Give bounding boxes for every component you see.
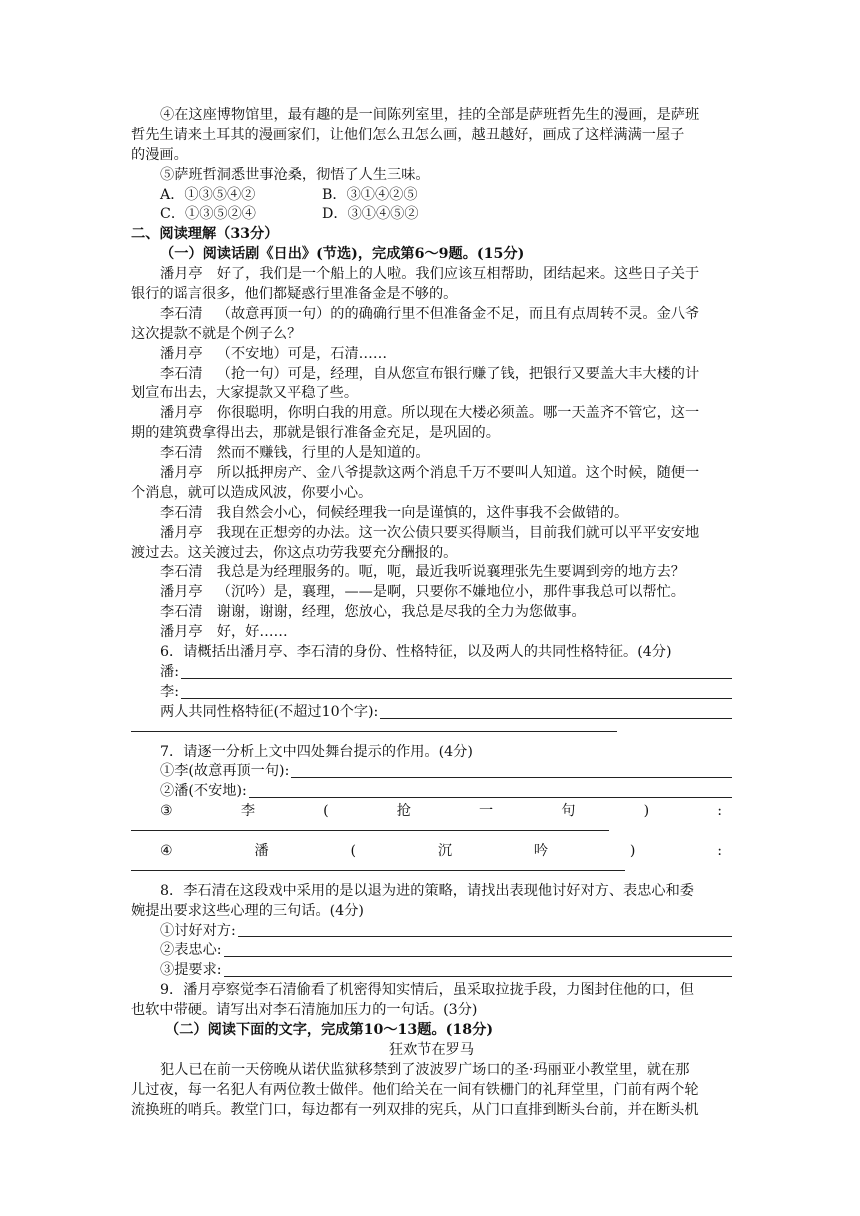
answer-blank[interactable] (181, 678, 732, 679)
dialogue-line (131, 504, 732, 524)
question-7: 7．请逐一分析上文中四处舞台提示的作用。(4分) (160, 743, 473, 760)
speaker-name: 李石清 (160, 445, 203, 462)
char: 抢 (396, 803, 411, 820)
answer-line-7-1 (131, 762, 732, 782)
answer-line-8-2 (131, 941, 732, 961)
option-c: C．①③⑤②④ (160, 206, 256, 223)
dialogue-text: 个消息，就可以造成风波，你要小心。 (131, 484, 373, 501)
answer-blank[interactable] (131, 731, 617, 732)
dialogue-text: 渡过去。这关渡过去，你这点功劳我要充分酬报的。 (131, 544, 458, 561)
answer-line-continuation (131, 822, 732, 842)
answer-line-continuation (131, 723, 732, 743)
option-b: B．③①④②⑤ (322, 186, 418, 203)
dialogue-line (131, 563, 732, 583)
dialogue-text: 这次提款不就是个例子么？ (131, 325, 302, 342)
answer-line-pan (131, 663, 732, 683)
answer-line-8-1 (131, 922, 732, 942)
answer-label: ②潘(不安地): (160, 783, 247, 800)
part-title: （二）阅读下面的文字，完成第10～13题。(18分) (165, 1021, 494, 1038)
speaker-name: 李石清 (160, 365, 203, 382)
dialogue-line (131, 384, 732, 404)
dialogue-text: 我自然会小心，伺候经理我一向是谨慎的，这件事我不会做错的。 (216, 504, 629, 521)
dialogue-text: 我现在正想旁的办法。这一次公债只要买得顺当，目前我们就可以平平安安地 (216, 524, 700, 541)
answer-label: 潘: (160, 663, 179, 680)
dialogue-text: 好了，我们是一个船上的人啦。我们应该互相帮助，团结起来。这些日子关于 (216, 266, 700, 283)
dialogue-line (131, 464, 732, 484)
option-row (131, 186, 732, 206)
answer-label: ③提要求: (160, 962, 222, 979)
answer-label: ②表忠心: (160, 942, 222, 959)
speaker-name: 潘月亭 (160, 584, 203, 601)
dialogue-text: 我总是为经理服务的。呃，呃，最近我听说襄理张先生要调到旁的地方去？ (216, 564, 685, 581)
dialogue-line (131, 444, 732, 464)
char: 沉 (437, 842, 453, 859)
answer-blank[interactable] (224, 976, 732, 977)
dialogue-line (131, 404, 732, 424)
char: 李 (240, 803, 256, 820)
text-line: 的漫画。 (131, 146, 188, 163)
document-body (131, 106, 732, 1120)
dialogue-text: （抢一句）可是，经理，自从您宣布银行赚了钱，把银行又要盖大丰大楼的计 (216, 365, 700, 382)
char: ( (350, 842, 357, 859)
dialogue-line (131, 285, 732, 305)
answer-blank[interactable] (238, 936, 732, 937)
question-9-cont: 也软中带硬。请写出对李石清施加压力的一句话。(3分) (131, 1002, 478, 1019)
char: : (717, 803, 722, 820)
question-8: 8．李石清在这段戏中采用的是以退为进的策略，请找出表现他讨好对方、表忠心和委 (160, 882, 694, 899)
char: ③ (160, 803, 173, 820)
text-line: ⑤萨班哲洞悉世事沧桑，彻悟了人生三味。 (160, 166, 430, 183)
dialogue-text: 你很聪明，你明白我的用意。所以现在大楼必须盖。哪一天盖齐不管它，这一 (216, 405, 700, 422)
answer-line-7-2 (131, 782, 732, 802)
story-line: 儿过夜，每一名犯人有两位教士做伴。他们给关在一间有铁栅门的礼拜堂里，门前有两个轮 (131, 1081, 699, 1098)
dialogue-text: 好，好…… (216, 624, 288, 641)
dialogue-line (131, 623, 732, 643)
dialogue-text: 划宣布出去，大家提款又平稳了些。 (131, 385, 359, 402)
dialogue-block (131, 265, 732, 643)
dialogue-line (131, 583, 732, 603)
answer-line-continuation (131, 862, 732, 882)
char: ( (323, 803, 329, 820)
story-line: 犯人已在前一天傍晚从诺伏监狱移禁到了波波罗广场口的圣·玛丽亚小教堂里，就在那 (160, 1061, 690, 1078)
dialogue-line (131, 325, 732, 345)
char: ) (629, 842, 636, 859)
dialogue-line (131, 603, 732, 623)
dialogue-text: （不安地）可是，石清…… (216, 345, 388, 362)
dialogue-line (131, 484, 732, 504)
dialogue-line (131, 345, 732, 365)
char: 潘 (254, 842, 269, 859)
speaker-name: 潘月亭 (160, 266, 203, 283)
char: ) (643, 803, 650, 820)
answer-line-common (131, 703, 732, 723)
section-title: 二、阅读理解（33分） (131, 226, 279, 243)
part-title: （一）阅读话剧《日出》(节选)，完成第6～9题。(15分) (160, 246, 525, 263)
dialogue-text: 所以抵押房产、金八爷提款这两个消息千万不要叫人知道。这个时候，随便一 (216, 465, 700, 482)
answer-label: 李: (160, 683, 179, 700)
answer-blank[interactable] (181, 698, 732, 699)
option-d: D．③①④⑤② (322, 206, 419, 223)
text-line: ④在这座博物馆里，最有趣的是一间陈列室里，挂的全部是萨班哲先生的漫画，是萨班 (160, 107, 700, 123)
char: : (717, 842, 722, 859)
dialogue-line (131, 524, 732, 544)
dialogue-line (131, 544, 732, 564)
speaker-name: 李石清 (160, 504, 203, 521)
dialogue-text: 期的建筑费拿得出去，那就是银行准备金充足，是巩固的。 (131, 425, 500, 442)
answer-blank[interactable] (249, 797, 732, 798)
speaker-name: 李石清 (160, 564, 203, 581)
dialogue-text: （沉吟）是，襄理，——是啊，只要你不嫌地位小，那件事我总可以帮忙。 (216, 584, 685, 601)
char: ④ (160, 842, 173, 859)
question-9: 9．潘月亭察觉李石清偷看了机密得知实情后，虽采取拉拢手段，力图封住他的口，但 (160, 982, 694, 999)
char: 一 (479, 803, 494, 820)
answer-line-8-3 (131, 961, 732, 981)
option-a: A．①③⑤④② (160, 186, 256, 203)
speaker-name: 潘月亭 (160, 624, 203, 641)
dialogue-text: 谢谢，谢谢，经理，您放心，我总是尽我的全力为您做事。 (216, 604, 586, 621)
speaker-name: 李石清 (160, 604, 203, 621)
speaker-name: 潘月亭 (160, 465, 203, 482)
dialogue-line (131, 265, 732, 285)
char: 句 (561, 803, 576, 820)
char: 吟 (533, 842, 549, 859)
speaker-name: 潘月亭 (160, 405, 203, 422)
dialogue-text: 银行的谣言很多，他们都疑惑行里准备金是不够的。 (131, 286, 458, 303)
speaker-name: 潘月亭 (160, 524, 203, 541)
question-6: 6．请概括出潘月亭、李石清的身份、性格特征，以及两人的共同性格特征。(4分) (160, 644, 672, 661)
answer-blank[interactable] (131, 830, 609, 831)
answer-blank[interactable] (131, 870, 625, 871)
answer-blank[interactable] (224, 956, 732, 957)
answer-line-li (131, 683, 732, 703)
speaker-name: 李石清 (160, 305, 203, 322)
answer-label: ①讨好对方: (160, 922, 236, 939)
dialogue-line (131, 424, 732, 444)
answer-blank[interactable] (291, 777, 732, 778)
answer-line-7-3 (131, 802, 732, 822)
answer-label: ①李(故意再顶一句): (160, 763, 290, 780)
story-title: 狂欢节在罗马 (388, 1041, 475, 1058)
dialogue-text: 然而不赚钱，行里的人是知道的。 (216, 445, 430, 462)
speaker-name: 潘月亭 (160, 345, 203, 362)
answer-label: 两人共同性格特征(不超过10个字): (160, 703, 379, 720)
question-8-cont: 婉提出要求这些心理的三句话。(4分) (131, 902, 364, 919)
dialogue-line (131, 365, 732, 385)
dialogue-text: （故意再顶一句）的的确确行里不但准备金不足，而且有点周转不灵。金八爷 (216, 305, 700, 322)
dialogue-line (131, 305, 732, 325)
text-line: 哲先生请来土耳其的漫画家们，让他们怎么丑怎么画，越丑越好，画成了这样满满一屋子 (131, 126, 685, 143)
answer-line-7-4 (131, 842, 732, 862)
option-row (131, 205, 732, 225)
answer-blank[interactable] (380, 718, 732, 719)
story-line: 流换班的哨兵。教堂门口，每边都有一列双排的宪兵，从门口直排到断头台前，并在断头机 (131, 1101, 699, 1118)
